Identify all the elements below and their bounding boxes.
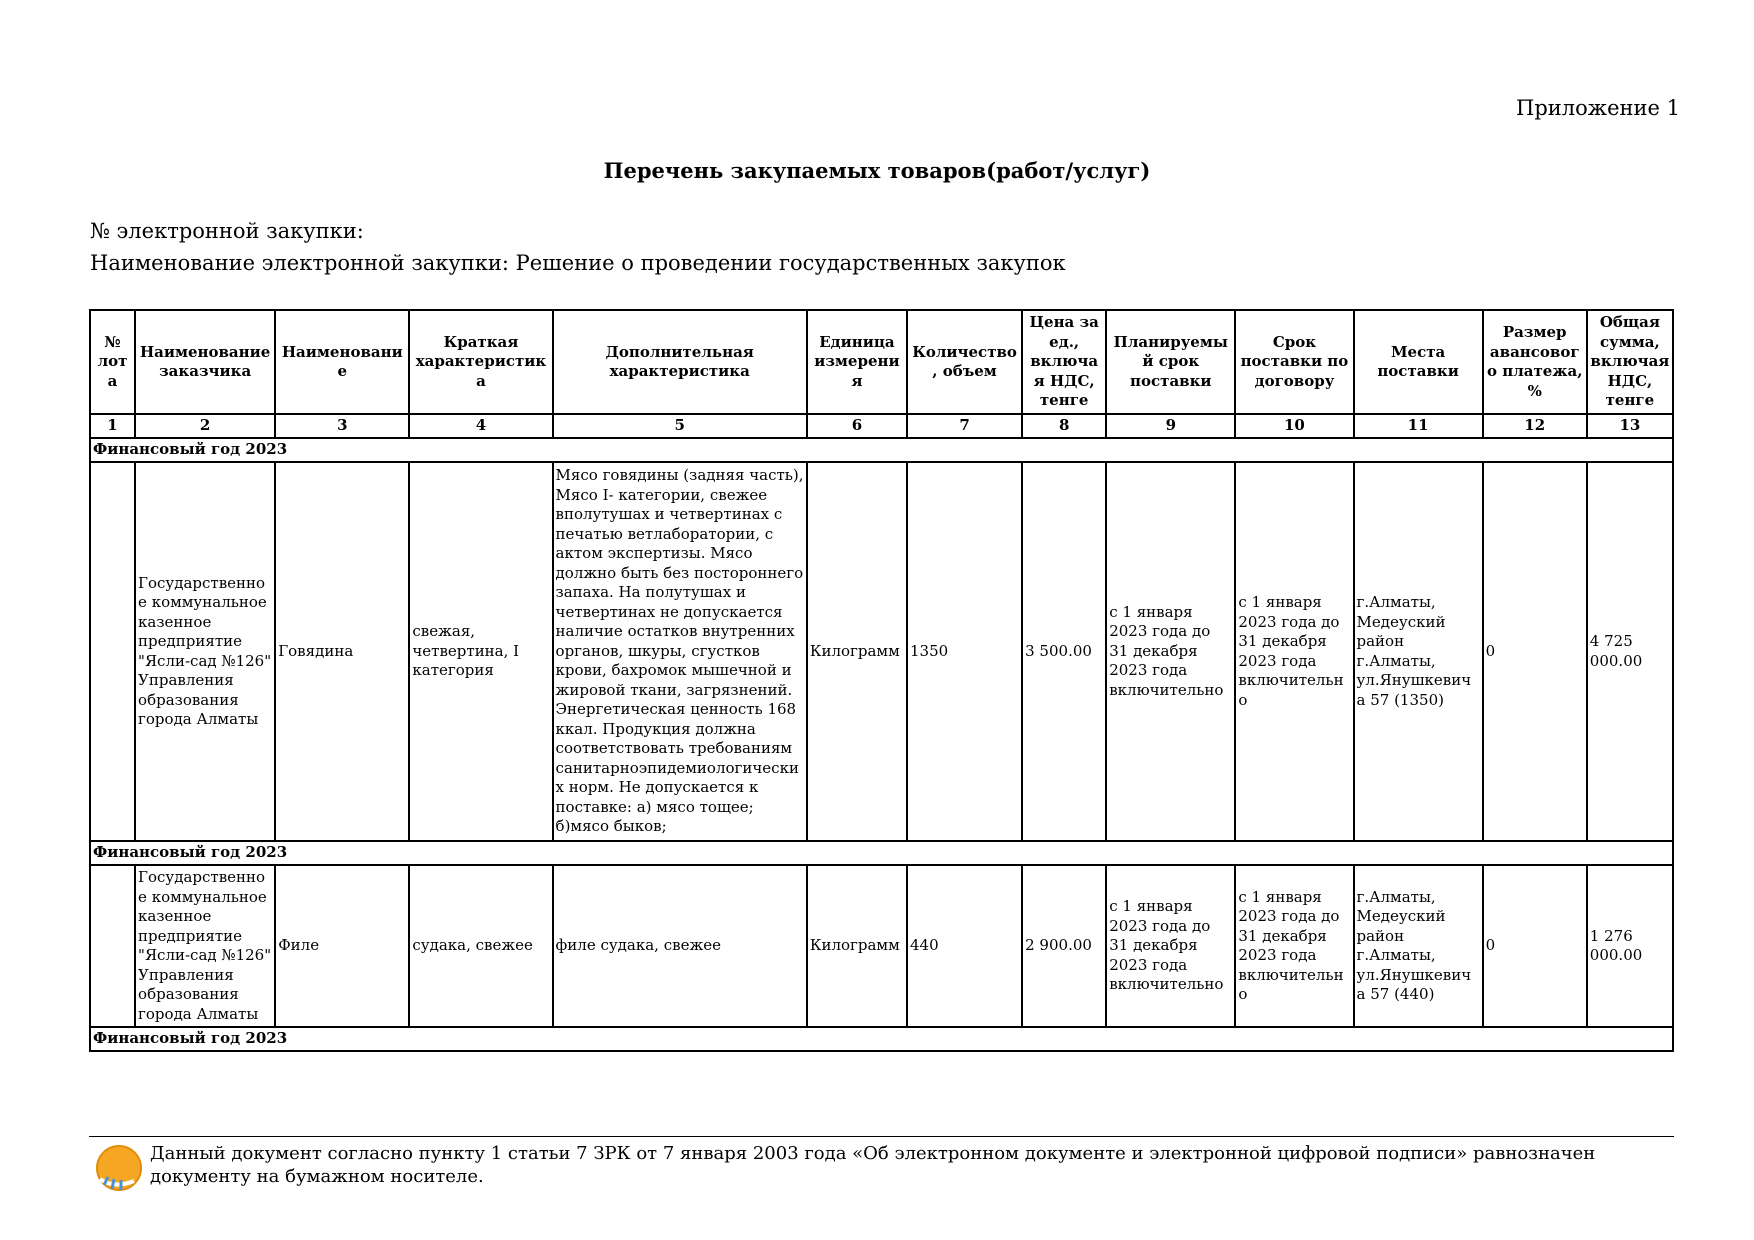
cell-lot-number (90, 462, 135, 841)
cell-name: Говядина (275, 462, 409, 841)
header-row (90, 310, 1673, 414)
footer-divider (89, 1136, 1674, 1137)
column-number: 12 (1483, 414, 1587, 438)
col-header-additional-description: Дополнительная характеристика (553, 310, 807, 414)
column-number: 3 (275, 414, 409, 438)
col-header-planned-delivery: Планируемый срок поставки (1106, 310, 1235, 414)
financial-year-label: Финансовый год 2023 (90, 1027, 1673, 1051)
col-header-lot-number: № лота (90, 310, 135, 414)
col-header-delivery-place: Места поставки (1354, 310, 1483, 414)
column-number: 5 (553, 414, 807, 438)
cell-additional-description: Мясо говядины (задняя часть), Мясо I- категории, свежее вполутушах и четвертинах с печатью ветлаборатории, с актом экспертизы. Мясо должно быть без постороннего запаха. На полутушах и четвертинах не допускается наличие остатков внутренних органов, шкуры, сгустков крови, бахромок мышечной и жировой ткани, загрязнений. Энергетическая ценность 168 ккал. Продукция должна соответствовать требованиям санитарноэпидемиологических норм. Не допускается к поставке: а) мясо тощее; б)мясо быков; (553, 462, 807, 841)
col-header-name: Наименование (275, 310, 409, 414)
cell-short-description: судака, свежее (409, 865, 552, 1027)
column-number: 9 (1106, 414, 1235, 438)
column-number: 13 (1587, 414, 1673, 438)
cell-advance-payment: 0 (1483, 462, 1587, 841)
cell-total: 4 725 000.00 (1587, 462, 1673, 841)
col-header-unit: Единица измерения (807, 310, 907, 414)
col-header-total: Общая сумма, включая НДС, тенге (1587, 310, 1673, 414)
cell-unit: Килограмм (807, 462, 907, 841)
cell-quantity: 440 (907, 865, 1022, 1027)
goods-table (89, 309, 1674, 1052)
cell-contract-delivery: с 1 января 2023 года до 31 декабря 2023 года включительно (1235, 865, 1353, 1027)
cell-total: 1 276 000.00 (1587, 865, 1673, 1027)
financial-year-row (90, 1027, 1673, 1051)
cell-unit-price: 2 900.00 (1022, 865, 1106, 1027)
cell-customer: Государственное коммунальное казенное предприятие "Ясли-сад №126" Управления образования города Алматы (135, 462, 275, 841)
cell-delivery-place: г.Алматы, Медеуский район г.Алматы, ул.Янушкевича 57 (1350) (1354, 462, 1483, 841)
cell-lot-number (90, 865, 135, 1027)
financial-year-row (90, 438, 1673, 462)
column-number: 8 (1022, 414, 1106, 438)
column-number-row (90, 414, 1673, 438)
column-number: 1 (90, 414, 135, 438)
table-row (90, 462, 1673, 841)
cell-short-description: свежая, четвертина, I категория (409, 462, 552, 841)
cell-advance-payment: 0 (1483, 865, 1587, 1027)
cell-planned-delivery: с 1 января 2023 года до 31 декабря 2023 года включительно (1106, 865, 1235, 1027)
col-header-contract-delivery: Срок поставки по договору (1235, 310, 1353, 414)
col-header-customer: Наименование заказчика (135, 310, 275, 414)
cell-unit: Килограмм (807, 865, 907, 1027)
appendix-label: Приложение 1 (1516, 96, 1680, 120)
financial-year-row (90, 841, 1673, 865)
col-header-advance-payment: Размер авансового платежа, % (1483, 310, 1587, 414)
cell-quantity: 1350 (907, 462, 1022, 841)
edoc-seal-icon (94, 1143, 144, 1193)
column-number: 6 (807, 414, 907, 438)
col-header-short-description: Краткая характеристика (409, 310, 552, 414)
cell-additional-description: филе судака, свежее (553, 865, 807, 1027)
financial-year-label: Финансовый год 2023 (90, 438, 1673, 462)
cell-unit-price: 3 500.00 (1022, 462, 1106, 841)
footer-legal-notice: Данный документ согласно пункту 1 статьи 7 ЗРК от 7 января 2003 года «Об электронном документе и электронной цифровой подписи» равнозначен документу на бумажном носителе. (150, 1143, 1596, 1187)
purchase-name-label: Наименование электронной закупки: Решение о проведении государственных закупок (90, 251, 1066, 275)
table-row (90, 865, 1673, 1027)
cell-name: Филе (275, 865, 409, 1027)
financial-year-label: Финансовый год 2023 (90, 841, 1673, 865)
column-number: 4 (409, 414, 552, 438)
cell-delivery-place: г.Алматы, Медеуский район г.Алматы, ул.Янушкевича 57 (440) (1354, 865, 1483, 1027)
column-number: 2 (135, 414, 275, 438)
cell-contract-delivery: с 1 января 2023 года до 31 декабря 2023 года включительно (1235, 462, 1353, 841)
col-header-quantity: Количество, объем (907, 310, 1022, 414)
cell-planned-delivery: с 1 января 2023 года до 31 декабря 2023 года включительно (1106, 462, 1235, 841)
column-number: 7 (907, 414, 1022, 438)
document-title: Перечень закупаемых товаров(работ/услуг) (603, 158, 1151, 183)
column-number: 11 (1354, 414, 1483, 438)
col-header-unit-price: Цена за ед., включая НДС, тенге (1022, 310, 1106, 414)
purchase-number-label: № электронной закупки: (90, 219, 364, 243)
cell-customer: Государственное коммунальное казенное предприятие "Ясли-сад №126" Управления образования города Алматы (135, 865, 275, 1027)
column-number: 10 (1235, 414, 1353, 438)
